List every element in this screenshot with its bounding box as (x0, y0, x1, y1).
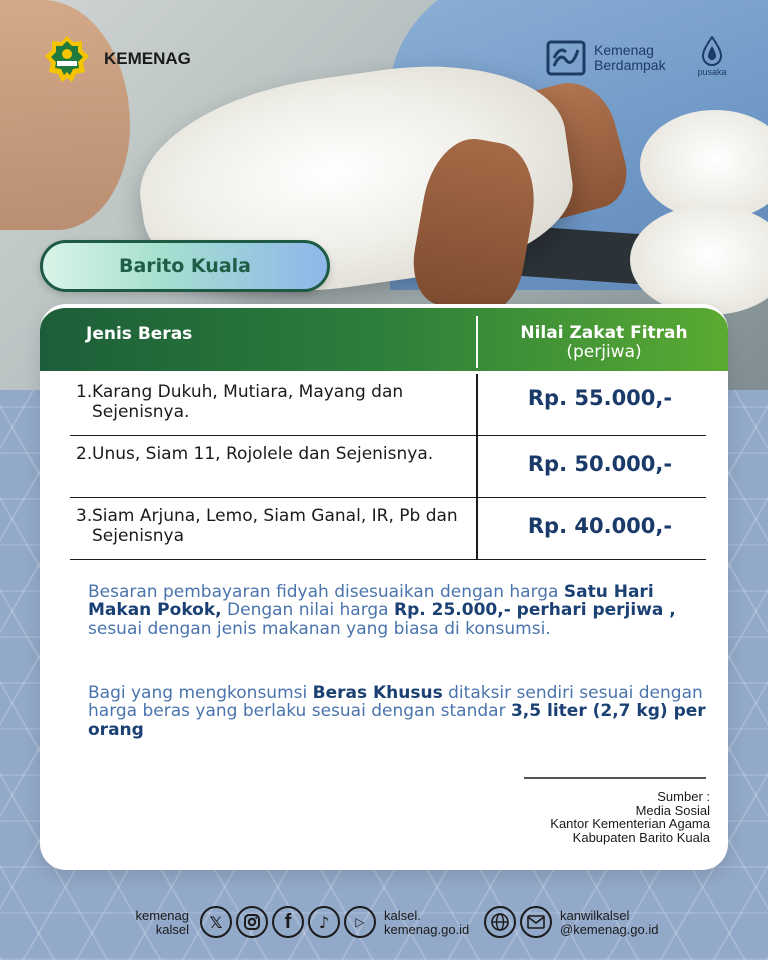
region-label: Barito Kuala (118, 255, 251, 277)
row-divider (476, 374, 478, 436)
zakat-card (40, 304, 728, 870)
header-divider (476, 316, 478, 368)
youtube-icon[interactable]: ▷ (344, 906, 376, 938)
zakat-price: Rp. 55.000,- (527, 386, 673, 410)
footer (0, 896, 768, 948)
rice-type: Karang Dukuh, Mutiara, Mayang dan Sejenisnya. (92, 382, 404, 423)
footer-email[interactable]: kanwilkalsel @kemenag.go.id (560, 908, 659, 937)
table-row (70, 436, 706, 498)
pusaka-drop-icon (701, 36, 723, 66)
column-header-nilai-line2: (perjiwa) (566, 341, 642, 362)
rice-type: Siam Arjuna, Lemo, Siam Ganal, IR, Pb dan Sejenisnya (92, 506, 458, 547)
zakat-price: Rp. 50.000,- (527, 452, 673, 476)
region-pill (40, 240, 330, 292)
table-row (70, 498, 706, 560)
campaign-line-2: Berdampak (594, 57, 666, 73)
zakat-price: Rp. 40.000,- (527, 514, 673, 538)
column-header-nilai-line1: Nilai Zakat Fitrah (520, 323, 688, 343)
source-divider (524, 777, 706, 779)
globe-icon[interactable] (484, 906, 516, 938)
hero-rice-bag-3 (630, 205, 768, 315)
row-line (70, 559, 706, 561)
table-row (70, 374, 706, 436)
rice-type: Unus, Siam 11, Rojolele dan Sejenisnya. (92, 444, 434, 464)
row-divider (476, 498, 478, 560)
source-line-2: Kantor Kementerian Agama (550, 816, 710, 832)
row-divider (476, 436, 478, 498)
pusaka-logo (694, 36, 730, 82)
row-number: 2. (76, 444, 93, 464)
email-icon[interactable] (520, 906, 552, 938)
row-number: 3. (76, 506, 93, 526)
source-block (490, 790, 710, 845)
facebook-icon[interactable]: f (272, 906, 304, 938)
tiktok-icon[interactable]: ♪ (308, 906, 340, 938)
instagram-icon[interactable] (236, 906, 268, 938)
beras-khusus-note: Bagi yang mengkonsumsi Beras Khusus ditaksir sendiri sesuai dengan harga beras yang berlaku sesuai dengan standar 3,5 liter (2,7 kg) per orang (88, 683, 706, 740)
source-label: Sumber : (657, 789, 710, 804)
footer-website[interactable]: kalsel. kemenag.go.id (384, 908, 470, 937)
column-header-jenis-beras: Jenis Beras (86, 324, 193, 344)
x-icon[interactable]: 𝕏 (200, 906, 232, 938)
fidyah-note: Besaran pembayaran fidyah disesuaikan dengan harga Satu Hari Makan Pokok, Dengan nilai harga Rp. 25.000,- perhari perjiwa , sesuai dengan jenis makanan yang biasa di konsumsi. (88, 582, 676, 639)
source-line-1: Media Sosial (635, 802, 710, 818)
kemenag-berdampak-logo (546, 38, 666, 78)
table-header (40, 308, 728, 371)
kemenag-emblem-icon (40, 34, 94, 84)
column-header-nilai-zakat (480, 324, 728, 361)
footer-account: kemenag kalsel (135, 908, 189, 937)
source-line-3: Kabupaten Barito Kuala (572, 829, 710, 845)
row-number: 1. (76, 382, 93, 402)
campaign-line-1: Kemenag (594, 42, 654, 59)
brand-name: KEMENAG (104, 49, 191, 68)
berdampak-mark-icon (546, 38, 586, 78)
kemenag-logo (40, 34, 191, 84)
pusaka-label: pusaka (697, 67, 727, 77)
